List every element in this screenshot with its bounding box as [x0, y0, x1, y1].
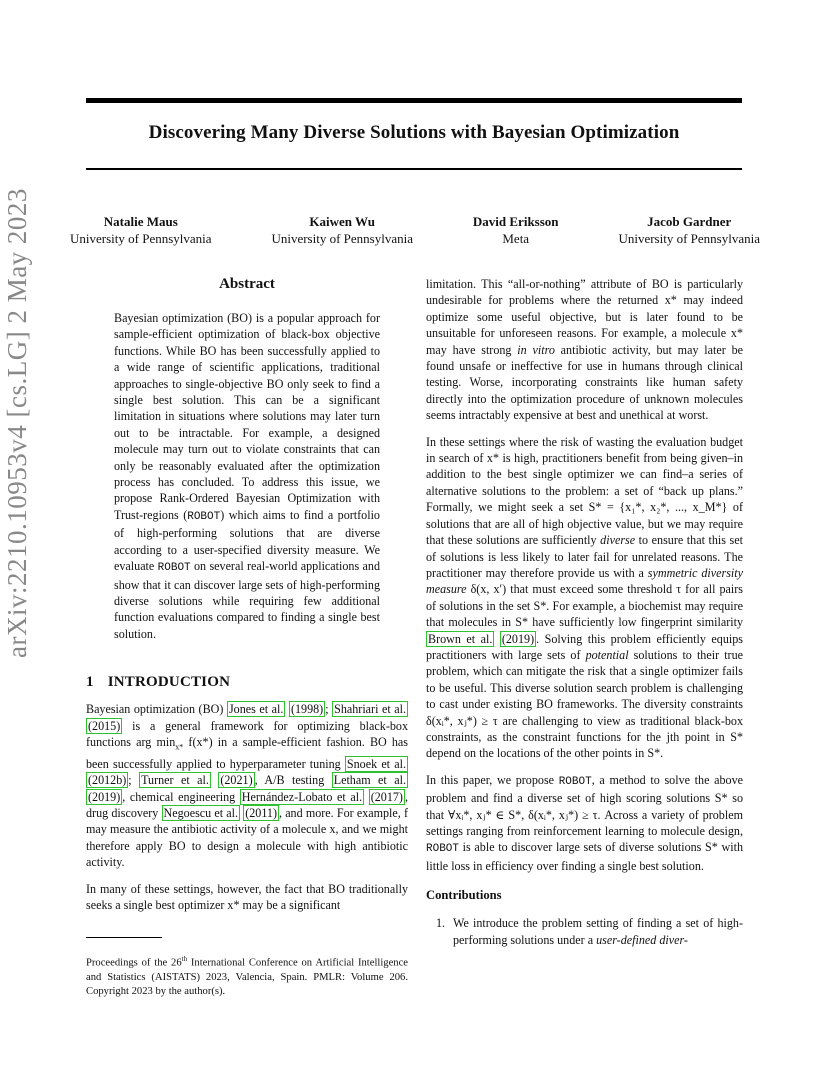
citation-link[interactable]: (2012b)	[88, 773, 127, 788]
citation-link[interactable]: Letham et al.	[333, 773, 406, 788]
paper-title: Discovering Many Diverse Solutions with Bayesian Optimization	[148, 122, 680, 143]
robot-name: ROBOT	[558, 775, 592, 788]
citation-link[interactable]: Shahriari et al.	[334, 702, 407, 717]
citation-link[interactable]: (2019)	[501, 631, 535, 646]
citation-link[interactable]: Jones et al.	[228, 702, 284, 717]
right-paragraph-3: In this paper, we propose ROBOT, a method to solve the above problem and find a diverse set of high scoring solutions S* so that ∀xᵢ*, xⱼ* ∈ S*, δ(xᵢ*, xⱼ*) ≥ τ. Across a variety of problem settings ranging from reinforcement learning to molecule design, ROBOT is able to discover large sets of diverse solutions S* with little loss in efficiency over finding a single best solution.	[426, 772, 743, 873]
title-top-rule	[86, 98, 742, 103]
contribution-item-1	[436, 915, 743, 948]
citation-link[interactable]: (2021)	[220, 773, 253, 788]
author-name: Jacob Gardner	[647, 214, 732, 229]
citation-link[interactable]: (1998)	[290, 702, 324, 717]
right-column	[426, 276, 743, 948]
author-affiliation: University of Pennsylvania	[70, 231, 212, 246]
footnote-rule	[86, 937, 162, 938]
author-affiliation: Meta	[502, 231, 530, 246]
author-2	[271, 213, 413, 247]
author-3	[473, 213, 559, 247]
abstract-heading: Abstract	[219, 276, 275, 292]
intro-paragraph-2: In many of these settings, however, the fact that BO traditionally seeks a single best optimizer x* may be a significant	[86, 881, 408, 912]
author-4	[618, 213, 760, 247]
robot-name: ROBOT	[187, 510, 221, 523]
author-affiliation: University of Pennsylvania	[271, 231, 413, 246]
right-paragraph-2: In these settings where the risk of wasting the evaluation budget in search of x* is high, practitioners benefit from being given–in addition to the best single optimizer we can find–a series of alternative solutions to the problem: a set of “back up plans.” Formally, we might seek a set S* = {x₁*, x₂*, ..., x_M*} of solutions that are all of high objective value, but we may require that these solutions are sufficiently diverse to ensure that this set of solutions is less likely to later fail for unrelated reasons. The practitioner may therefore provide us with a symmetric diversity measure δ(x, x′) that must exceed some threshold τ for all pairs of solutions in the set S*. For example, a biochemist may require that molecules in S* have sufficiently low fingerprint similarity Brown et al. (2019) . Solving this problem efficiently equips practitioners with large sets of potential solutions to their true problem, which can mitigate the risk that a single optimizer fails to be useful. This diverse solution search problem is challenging to cast under existing BO frameworks. The diversity constraints δ(xᵢ*, xⱼ*) ≥ τ are challenging to view as traditional black-box constraints, as the constraint functions for the jth point in S* depend on the locations of the other points in S*.	[426, 434, 743, 761]
author-1	[70, 213, 212, 247]
author-name: Kaiwen Wu	[309, 214, 376, 229]
citation-link[interactable]: Hernández-Lobato et al.	[241, 789, 363, 804]
citation-link[interactable]: (2019)	[88, 789, 121, 804]
citation-link[interactable]: (2017)	[370, 789, 403, 804]
citation-link[interactable]: Brown et al.	[428, 631, 493, 646]
footnote: Proceedings of the 26th International Conference on Artificial Intelligence and Statistics (AISTATS) 2023, Valencia, Spain. PMLR: Volume 206. Copyright 2023 by the author(s).	[86, 955, 408, 997]
robot-name: ROBOT	[426, 843, 460, 856]
robot-name: ROBOT	[157, 562, 191, 575]
intro-paragraph-1: Bayesian optimization (BO) Jones et al. (1998) ; Shahriari et al. (2015) is a general framework for optimizing black-box functions arg $\min_{x*} f(x*)$ in a sample-efficient fashion. BO has been successfully applied to hyperparameter tuning Snoek et al. (2012b) ; Turner et al. (2021) , A/B testing Letham et al. (2019) , chemical engineering Hernández-Lobato et al. (2017) , drug discovery Negoescu et al. (2011) , and more. For example, f may measure the antibiotic activity of a molecule x, and we might therefore apply BO to design a molecule with high antibiotic activity.	[86, 702, 409, 870]
citation-link[interactable]: (2015)	[88, 718, 121, 733]
contribution-text: We introduce the problem setting of finding a set of high-performing solutions under a user-defined diver-	[453, 916, 743, 947]
citation-link[interactable]: Negoescu et al.	[163, 805, 239, 820]
author-list	[70, 213, 760, 247]
contributions-heading: Contributions	[426, 888, 502, 903]
citation-link[interactable]: Snoek et al.	[346, 756, 406, 771]
author-affiliation: University of Pennsylvania	[618, 231, 760, 246]
citation-link[interactable]: Turner et al.	[141, 773, 209, 788]
author-name: David Eriksson	[472, 214, 559, 229]
left-column	[86, 276, 408, 923]
author-name: Natalie Maus	[103, 214, 178, 229]
right-paragraph-1: limitation. This “all-or-nothing” attribute of BO is particularly undesirable for problems where the returned x* may indeed optimize some useful objective, but is later found to be unsuitable for unforeseen reasons. For example, a molecule x* may have strong in vitro antibiotic activity, but may later be found unsafe or ineffective for use in humans through clinical testing. Worse, incorporating constraints like human safety directly into the optimization procedure of unknown molecules seems intractably expensive at best and unethical at worst.	[426, 277, 743, 423]
title-bottom-rule	[86, 168, 742, 170]
citation-link[interactable]: (2011)	[245, 805, 277, 820]
abstract-text: Bayesian optimization (BO) is a popular approach for sample-efficient optimization of black-box objective functions. While BO has been successfully applied to a wide range of scientific applications, traditional approaches to single-objective BO only seek to find a single best solution. This can be a significant limitation in situations where solutions may later turn out to be intractable. For example, a designed molecule may turn out to violate constraints that can only be reasonably evaluated after the optimization process has concluded. To address this issue, we propose Rank-Ordered Bayesian Optimization with Trust-regions (ROBOT) which aims to find a portfolio of high-performing solutions that are diverse according to a user-specified diversity measure. We evaluate ROBOT on several real-world applications and show that it can discover large sets of high-performing diverse solutions while requiring few additional function evaluations compared to finding a single best solution.	[114, 311, 380, 641]
list-marker: 1.	[436, 916, 446, 931]
section-heading-introduction: 1 INTRODUCTION	[86, 674, 231, 691]
